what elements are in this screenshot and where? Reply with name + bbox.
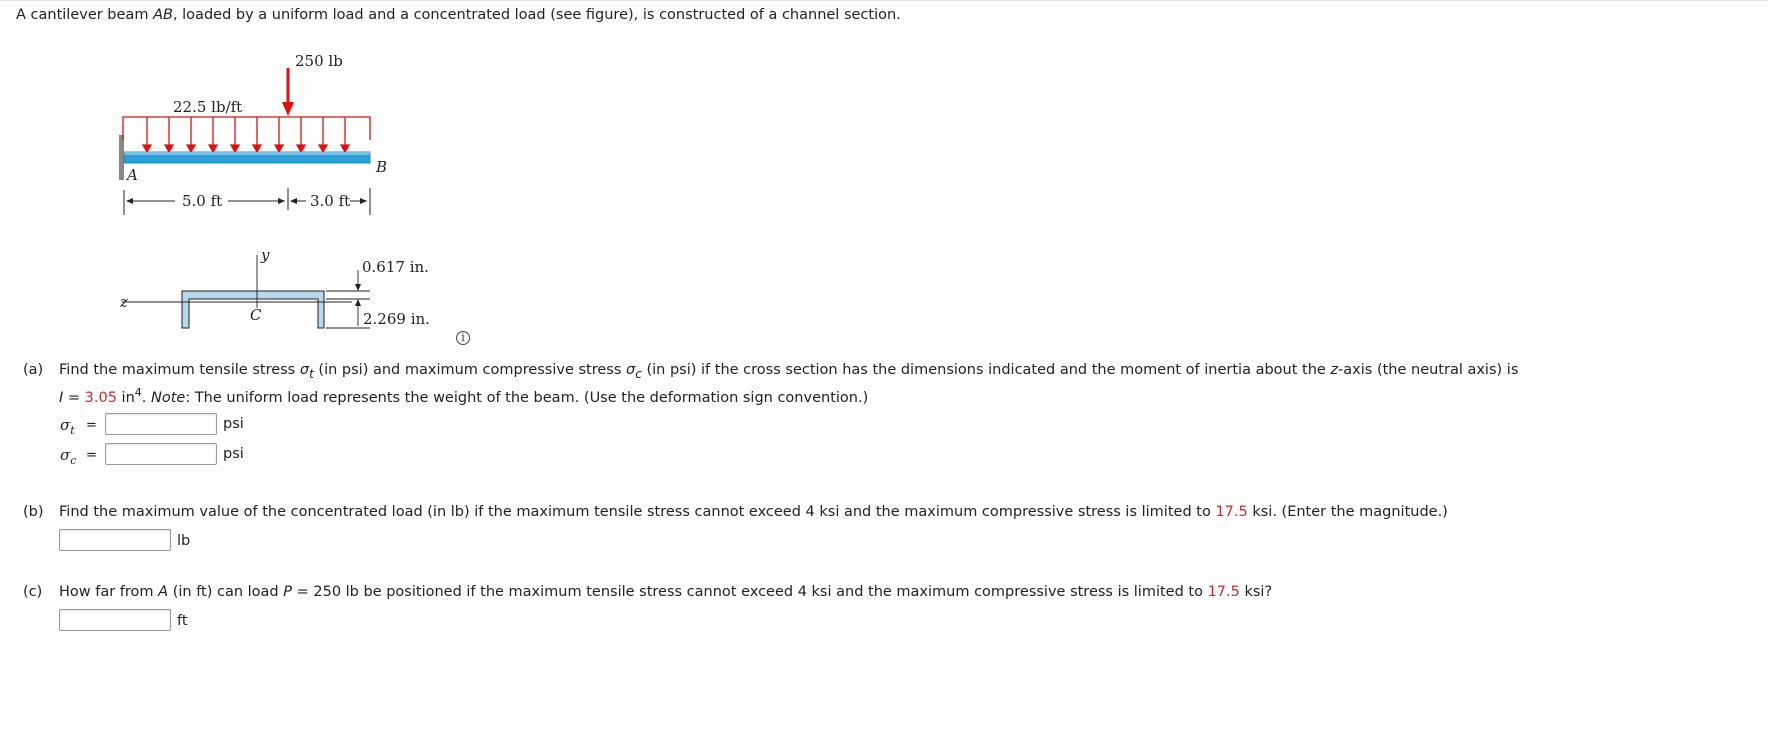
part-a-letter: (a) <box>23 362 44 378</box>
sigma-t-symbol: $\sigma_t$ <box>60 416 75 437</box>
part-a-question-line1: Find the maximum tensile stress $\sigma_t$ (in psi) and maximum compressive stress $\sigma_c$ (in psi) if the cross section has the dimensions indicated and the moment of inertia about the z-axis (the neutral axis) is <box>59 362 1519 381</box>
z-axis-label: z <box>120 293 128 311</box>
top-divider <box>0 0 1768 1</box>
max-load-unit: lb <box>177 533 191 549</box>
sigma-t-input[interactable] <box>105 413 217 435</box>
point-load-label: 250 lb <box>295 52 343 70</box>
info-icon[interactable]: i <box>456 331 470 345</box>
fixed-support <box>119 135 124 180</box>
point-b-label: B <box>376 158 388 176</box>
problem-figure <box>100 40 520 360</box>
point-load-arrow <box>282 68 294 116</box>
y-axis-label: y <box>261 246 270 264</box>
span-3ft-label: 3.0 ft <box>310 192 351 210</box>
sigma-c-symbol: $\sigma_c$ <box>60 446 77 467</box>
part-b-question: Find the maximum value of the concentrated load (in lb) if the maximum tensile stress cannot exceed 4 ksi and the maximum compressive stress is limited to 17.5 ksi. (Enter the magnitude.) <box>59 504 1448 520</box>
sigma-c-input[interactable] <box>105 443 217 465</box>
part-c-question: How far from A (in ft) can load P = 250 lb be positioned if the maximum tensile stress cannot exceed 4 ksi and the maximum compressive stress is limited to 17.5 ksi? <box>59 584 1273 600</box>
distributed-load <box>123 117 370 152</box>
part-b-letter: (b) <box>23 504 44 520</box>
equals-sign: = <box>86 448 97 463</box>
max-load-input[interactable] <box>59 529 171 551</box>
equals-sign: = <box>86 418 97 433</box>
problem-intro: A cantilever beam AB, loaded by a uniform load and a concentrated load (see figure), is constructed of a channel section. <box>16 7 901 23</box>
sigma-t-unit: psi <box>223 416 244 432</box>
point-a-label: A <box>127 166 138 184</box>
distributed-load-label: 22.5 lb/ft <box>173 98 243 116</box>
load-position-unit: ft <box>177 613 188 629</box>
bottom-dimension-label: 2.269 in. <box>363 310 430 328</box>
centroid-label: C <box>250 306 262 324</box>
sigma-c-unit: psi <box>223 446 244 462</box>
channel-section <box>122 255 370 328</box>
top-dimension-label: 0.617 in. <box>362 258 429 276</box>
beam-diagram <box>100 40 520 360</box>
part-a-question-line2: I = 3.05 $in^4$. Note: The uniform load represents the weight of the beam. (Use the deformation sign convention.) <box>59 386 869 406</box>
part-c-letter: (c) <box>23 584 43 600</box>
load-position-input[interactable] <box>59 609 171 631</box>
span-5ft-label: 5.0 ft <box>182 192 223 210</box>
